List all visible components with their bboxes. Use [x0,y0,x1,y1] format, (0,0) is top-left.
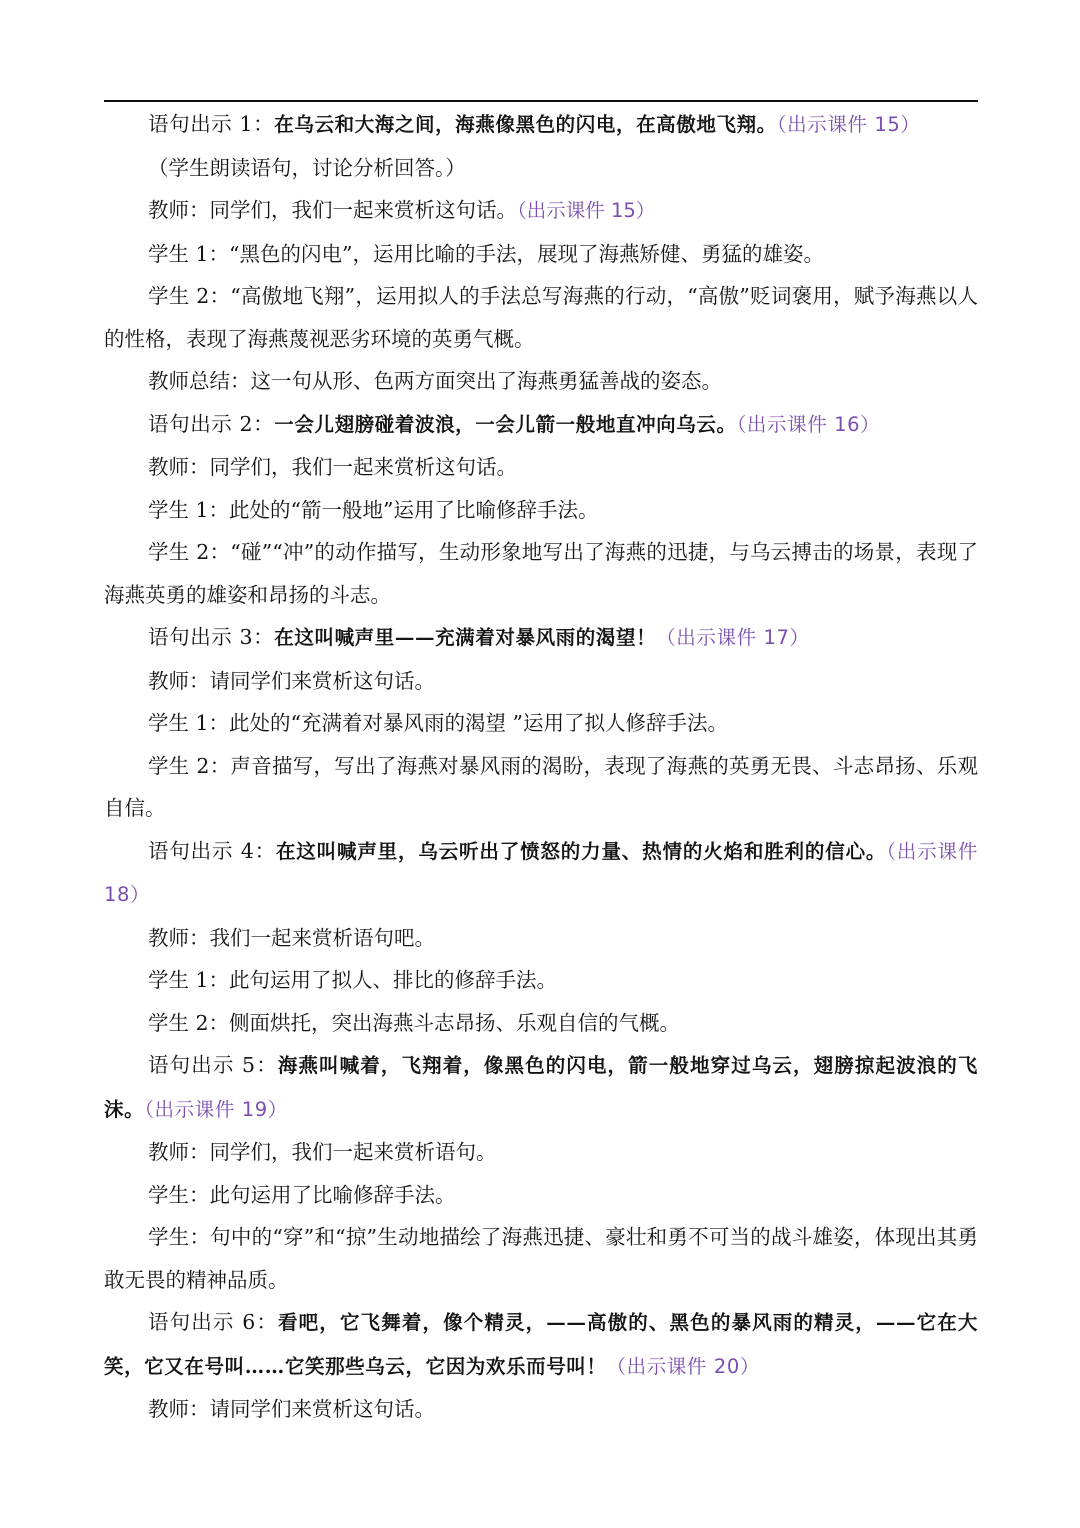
sentence-label: 语句出示 2： [148,411,275,436]
dialogue-paragraph [104,1216,978,1301]
quoted-sentence-text: 看吧，它飞舞着，像个精灵，——高傲的、黑色的暴风雨的精灵，——它在大笑，它又在号叫……它笑那些乌云，它因为欢乐而号叫！ [104,1311,978,1378]
quoted-sentence-paragraph [104,1044,978,1131]
dialogue-paragraph [104,446,978,489]
paragraph-text: 教师总结：这一句从形、色两方面突出了海燕勇猛善战的姿态。 [148,369,722,393]
quoted-sentence-text: 海燕叫喊着，飞翔着，像黑色的闪电，箭一般地穿过乌云，翅膀掠起波浪的飞沫。 [104,1054,978,1121]
dialogue-paragraph [104,489,978,532]
courseware-reference: （出示课件 18） [104,839,978,906]
paragraph-text: （学生朗读语句，讨论分析回答。） [148,155,466,180]
quoted-sentence-paragraph [104,103,978,147]
paragraph-text: 教师：我们一起来赏析语句吧。 [148,925,435,950]
paragraph-text: 学生 2：侧面烘托，突出海燕斗志昂扬、乐观自信的气概。 [148,1010,681,1035]
dialogue-paragraph [104,275,978,360]
paragraph-text: 教师：同学们，我们一起来赏析这句话。 [148,455,517,479]
quoted-sentence-paragraph [104,1301,978,1388]
dialogue-paragraph [104,1131,978,1174]
dialogue-paragraph [104,1388,978,1431]
sentence-label: 语句出示 6： [148,1310,279,1334]
sentence-label: 语句出示 5： [148,1053,278,1077]
dialogue-paragraph [104,745,978,830]
quoted-sentence-paragraph [104,403,978,447]
quoted-sentence-text: 在这叫喊声里，乌云听出了愤怒的力量、热情的火焰和胜利的信心。 [275,839,887,863]
courseware-reference: （出示课件 15） [776,113,921,136]
paragraph-text: 教师：同学们，我们一起来赏析语句。 [148,1140,497,1164]
courseware-reference: （出示课件 17） [656,626,810,649]
courseware-reference: （出示课件 19） [144,1097,288,1121]
quoted-sentence-paragraph [104,830,978,917]
quoted-sentence-paragraph [104,616,978,660]
paragraph-text: 教师：同学们，我们一起来赏析这句话。 [148,198,517,222]
paragraph-text: 教师：请同学们来赏析这句话。 [148,668,435,693]
paragraph-text: 学生 1：此处的“充满着对暴风雨的渴望 ”运用了拟人修辞手法。 [148,711,729,735]
sentence-label: 语句出示 4： [148,838,276,863]
lesson-text-body [104,103,978,1431]
courseware-reference: （出示课件 16） [736,412,881,436]
quoted-sentence-text: 一会儿翅膀碰着波浪，一会儿箭一般地直冲向乌云。 [274,412,737,436]
header-rule [104,100,978,102]
dialogue-paragraph [104,917,978,960]
dialogue-paragraph [104,360,978,403]
dialogue-paragraph [104,189,978,233]
paragraph-text: 学生 2：“高傲地飞翔”，运用拟人的手法总写海燕的行动，“高傲”贬词褒用，赋予海燕以人的性格，表现了海燕蔑视恶劣环境的英勇气概。 [104,284,978,351]
dialogue-paragraph [104,1174,978,1217]
paragraph-text: 学生：句中的“穿”和“掠”生动地描绘了海燕迅捷、豪壮和勇不可当的战斗雄姿，体现出其勇敢无畏的精神品质。 [104,1225,978,1292]
quoted-sentence-text: 在这叫喊声里——充满着对暴风雨的渴望！ [274,626,657,649]
dialogue-paragraph [104,147,978,190]
paragraph-text: 学生：此句运用了比喻修辞手法。 [148,1182,456,1207]
dialogue-paragraph [104,233,978,276]
paragraph-text: 学生 1：此处的“箭一般地”运用了比喻修辞手法。 [148,497,599,522]
dialogue-paragraph [104,959,978,1002]
dialogue-paragraph [104,531,978,616]
dialogue-paragraph [104,660,978,703]
sentence-label: 语句出示 1： [148,112,275,136]
paragraph-text: 学生 1：此句运用了拟人、排比的修辞手法。 [148,968,558,992]
paragraph-text: 学生 2：“碰”“冲”的动作描写，生动形象地写出了海燕的迅捷，与乌云搏击的场景，表现了海燕英勇的雄姿和昂扬的斗志。 [104,540,978,607]
sentence-label: 语句出示 3： [148,625,275,649]
paragraph-text: 学生 1：“黑色的闪电”，运用比喻的手法，展现了海燕矫健、勇猛的雄姿。 [148,241,825,266]
courseware-reference: （出示课件 15） [517,199,656,222]
paragraph-text: 学生 2：声音描写，写出了海燕对暴风雨的渴盼，表现了海燕的英勇无畏、斗志昂扬、乐观自信。 [104,753,978,820]
courseware-reference: （出示课件 20） [606,1354,760,1378]
paragraph-text: 教师：请同学们来赏析这句话。 [148,1397,435,1421]
dialogue-paragraph [104,702,978,745]
dialogue-paragraph [104,1002,978,1045]
quoted-sentence-text: 在乌云和大海之间，海燕像黑色的闪电，在高傲地飞翔。 [274,113,777,136]
